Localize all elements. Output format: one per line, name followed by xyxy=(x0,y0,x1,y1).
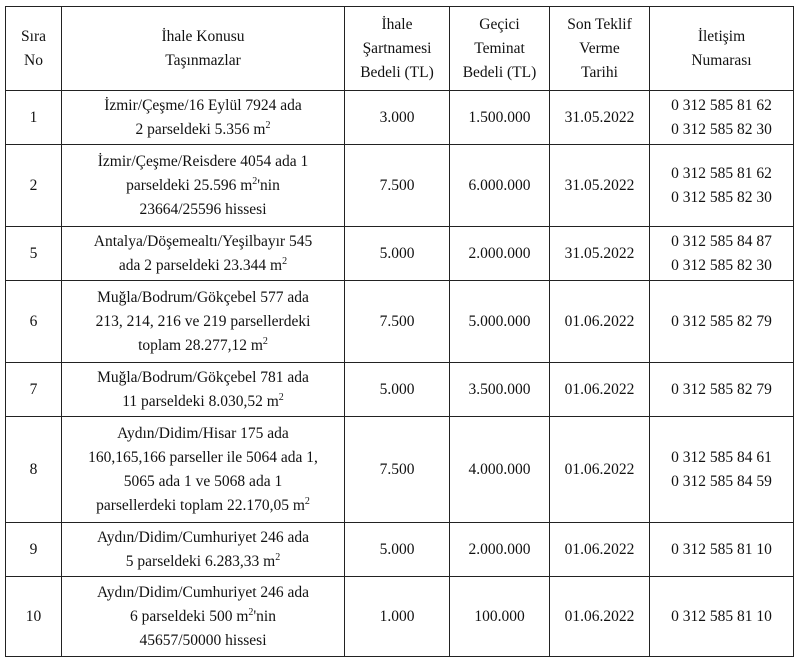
cell-sira-no: 9 xyxy=(6,523,62,577)
header-sartname-bedeli: İhale Şartnamesi Bedeli (TL) xyxy=(345,7,450,91)
cell-son-teklif-tarihi: 31.05.2022 xyxy=(550,145,650,227)
area-unit-superscript: 2 xyxy=(282,255,288,267)
konu-line xyxy=(66,526,340,550)
header-row xyxy=(6,7,794,91)
cell-sartname-bedeli: 5.000 xyxy=(345,523,450,577)
phone-number: 0 312 585 81 62 xyxy=(671,96,772,114)
konu-line xyxy=(66,286,340,310)
cell-ihale-konusu xyxy=(62,417,345,523)
cell-iletisim-numarasi xyxy=(650,523,794,577)
phone-number: 0 312 585 84 87 xyxy=(671,232,772,250)
konu-text: Aydın/Didim/Cumhuriyet 246 ada xyxy=(96,528,310,546)
konu-text: ada 2 parseldeki 23.344 m xyxy=(118,256,283,274)
konu-text: İzmir/Çeşme/Reisdere 4054 ada 1 xyxy=(97,152,309,170)
konu-line xyxy=(66,118,340,142)
konu-text: 6 parseldeki 500 m xyxy=(130,607,249,625)
konu-text: parsellerdeki toplam 22.170,05 m xyxy=(96,496,305,514)
cell-gecici-teminat: 100.000 xyxy=(450,577,550,657)
konu-line xyxy=(66,422,340,446)
phone-number: 0 312 585 82 79 xyxy=(671,312,772,330)
konu-line xyxy=(66,390,340,414)
phone-number: 0 312 585 81 62 xyxy=(671,164,772,182)
phone-number: 0 312 585 82 79 xyxy=(671,380,772,398)
cell-sartname-bedeli: 5.000 xyxy=(345,227,450,281)
cell-ihale-konusu xyxy=(62,91,345,145)
area-unit-superscript: 2 xyxy=(248,606,254,618)
cell-son-teklif-tarihi: 01.06.2022 xyxy=(550,363,650,417)
konu-line xyxy=(66,150,340,174)
konu-text: toplam 28.277,12 m xyxy=(138,336,263,354)
phone-number: 0 312 585 81 10 xyxy=(671,540,772,558)
cell-sira-no: 8 xyxy=(6,417,62,523)
konu-text: İzmir/Çeşme/16 Eylül 7924 ada xyxy=(104,96,302,114)
cell-sira-no: 1 xyxy=(6,91,62,145)
table-row xyxy=(6,523,794,577)
table-row xyxy=(6,417,794,523)
cell-sira-no: 5 xyxy=(6,227,62,281)
konu-text: Aydın/Didim/Hisar 175 ada xyxy=(117,424,289,442)
konu-line xyxy=(66,581,340,605)
cell-ihale-konusu xyxy=(62,281,345,363)
header-ihale-konusu: İhale Konusu Taşınmazlar xyxy=(62,7,345,91)
konu-line xyxy=(66,94,340,118)
cell-sartname-bedeli: 7.500 xyxy=(345,417,450,523)
konu-suffix: 'nin xyxy=(257,176,280,194)
konu-line xyxy=(66,470,340,494)
table-row xyxy=(6,363,794,417)
konu-line xyxy=(66,550,340,574)
cell-ihale-konusu xyxy=(62,363,345,417)
konu-text: 5065 ada 1 ve 5068 ada 1 xyxy=(123,472,283,490)
tender-table-container xyxy=(5,6,794,657)
cell-gecici-teminat: 4.000.000 xyxy=(450,417,550,523)
cell-iletisim-numarasi xyxy=(650,281,794,363)
konu-line xyxy=(66,230,340,254)
cell-sira-no: 6 xyxy=(6,281,62,363)
cell-iletisim-numarasi xyxy=(650,91,794,145)
cell-son-teklif-tarihi: 01.06.2022 xyxy=(550,281,650,363)
konu-text: 45657/50000 hissesi xyxy=(139,631,267,649)
header-sira-no: Sıra No xyxy=(6,7,62,91)
konu-line xyxy=(66,310,340,334)
cell-gecici-teminat: 5.000.000 xyxy=(450,281,550,363)
area-unit-superscript: 2 xyxy=(278,391,284,403)
konu-text: 23664/25596 hissesi xyxy=(139,200,267,218)
cell-sartname-bedeli: 5.000 xyxy=(345,363,450,417)
table-body xyxy=(6,91,794,657)
cell-sartname-bedeli: 3.000 xyxy=(345,91,450,145)
cell-son-teklif-tarihi: 31.05.2022 xyxy=(550,227,650,281)
tender-table xyxy=(5,6,794,657)
table-row xyxy=(6,91,794,145)
konu-line xyxy=(66,254,340,278)
cell-gecici-teminat: 1.500.000 xyxy=(450,91,550,145)
cell-ihale-konusu xyxy=(62,227,345,281)
konu-text: 2 parseldeki 5.356 m xyxy=(135,120,266,138)
konu-line xyxy=(66,198,340,222)
cell-gecici-teminat: 3.500.000 xyxy=(450,363,550,417)
cell-ihale-konusu xyxy=(62,577,345,657)
konu-text: 160,165,166 parseller ile 5064 ada 1, xyxy=(88,448,318,466)
phone-number: 0 312 585 82 30 xyxy=(671,256,772,274)
cell-gecici-teminat: 2.000.000 xyxy=(450,523,550,577)
cell-iletisim-numarasi xyxy=(650,577,794,657)
cell-iletisim-numarasi xyxy=(650,227,794,281)
konu-line xyxy=(66,629,340,653)
cell-sartname-bedeli: 7.500 xyxy=(345,145,450,227)
cell-sira-no: 7 xyxy=(6,363,62,417)
cell-sira-no: 10 xyxy=(6,577,62,657)
konu-text: 5 parseldeki 6.283,33 m xyxy=(125,552,276,570)
konu-text: Muğla/Bodrum/Gökçebel 577 ada xyxy=(97,288,309,306)
konu-text: Antalya/Döşemealtı/Yeşilbayır 545 xyxy=(93,232,313,250)
table-row xyxy=(6,145,794,227)
area-unit-superscript: 2 xyxy=(304,495,310,507)
area-unit-superscript: 2 xyxy=(262,335,268,347)
phone-number: 0 312 585 84 59 xyxy=(671,472,772,490)
cell-son-teklif-tarihi: 01.06.2022 xyxy=(550,577,650,657)
konu-text: 11 parseldeki 8.030,52 m xyxy=(122,392,279,410)
table-row xyxy=(6,281,794,363)
cell-sira-no: 2 xyxy=(6,145,62,227)
area-unit-superscript: 2 xyxy=(275,551,281,563)
cell-iletisim-numarasi xyxy=(650,417,794,523)
konu-text: Muğla/Bodrum/Gökçebel 781 ada xyxy=(97,368,309,386)
cell-gecici-teminat: 6.000.000 xyxy=(450,145,550,227)
konu-line xyxy=(66,334,340,358)
konu-line xyxy=(66,446,340,470)
header-iletisim-numarasi: İletişim Numarası xyxy=(650,7,794,91)
cell-iletisim-numarasi xyxy=(650,363,794,417)
konu-line xyxy=(66,605,340,629)
konu-line xyxy=(66,494,340,518)
cell-gecici-teminat: 2.000.000 xyxy=(450,227,550,281)
area-unit-superscript: 2 xyxy=(252,175,258,187)
cell-ihale-konusu xyxy=(62,145,345,227)
phone-number: 0 312 585 84 61 xyxy=(671,448,772,466)
konu-text: 213, 214, 216 ve 219 parsellerdeki xyxy=(95,312,311,330)
konu-text: parseldeki 25.596 m xyxy=(126,176,253,194)
konu-line xyxy=(66,366,340,390)
area-unit-superscript: 2 xyxy=(265,119,271,131)
cell-sartname-bedeli: 7.500 xyxy=(345,281,450,363)
cell-ihale-konusu xyxy=(62,523,345,577)
header-gecici-teminat: Geçici Teminat Bedeli (TL) xyxy=(450,7,550,91)
konu-line xyxy=(66,174,340,198)
cell-son-teklif-tarihi: 01.06.2022 xyxy=(550,417,650,523)
header-son-teklif-tarihi: Son Teklif Verme Tarihi xyxy=(550,7,650,91)
table-row xyxy=(6,227,794,281)
cell-son-teklif-tarihi: 31.05.2022 xyxy=(550,91,650,145)
cell-son-teklif-tarihi: 01.06.2022 xyxy=(550,523,650,577)
cell-iletisim-numarasi xyxy=(650,145,794,227)
konu-text: Aydın/Didim/Cumhuriyet 246 ada xyxy=(96,583,310,601)
phone-number: 0 312 585 81 10 xyxy=(671,607,772,625)
konu-suffix: 'nin xyxy=(253,607,276,625)
table-row xyxy=(6,577,794,657)
cell-sartname-bedeli: 1.000 xyxy=(345,577,450,657)
phone-number: 0 312 585 82 30 xyxy=(671,188,772,206)
phone-number: 0 312 585 82 30 xyxy=(671,120,772,138)
